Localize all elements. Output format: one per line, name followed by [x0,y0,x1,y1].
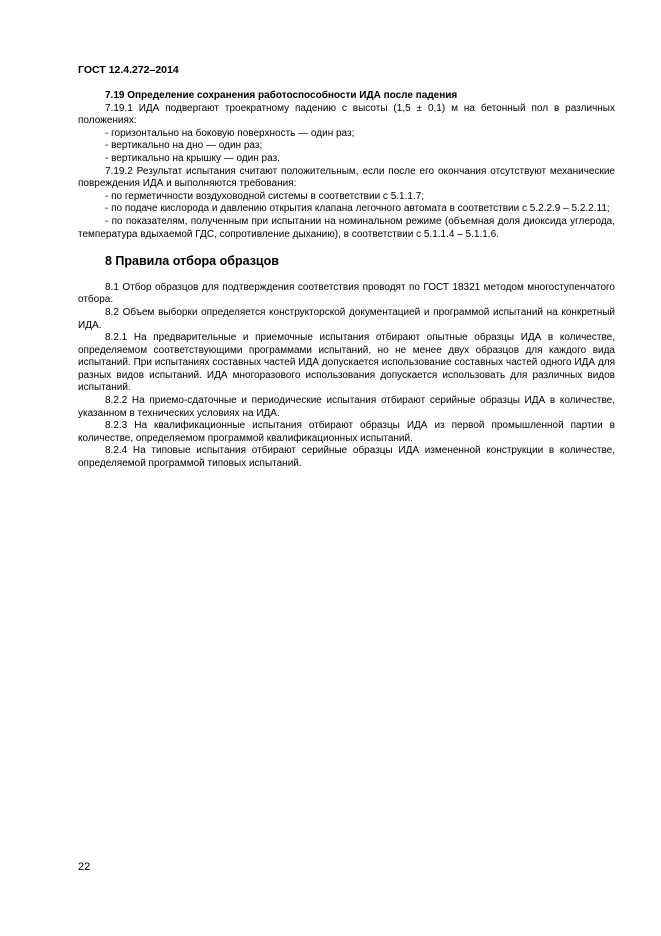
list-item: - вертикально на дно — один раз; [105,140,263,152]
page-number: 22 [78,861,91,873]
page-body [78,90,615,471]
paragraph-8-2-1: 8.2.1 На предварительные и приемочные испытания отбирают опытные образцы ИДА в количестве, определяемом соответствующими программами испытаний, но не менее двух образцов для каждого вида испытаний. При испытаниях составных частей ИДА допускается использование составных частей одного ИДА для разных видов испытаний. ИДА многоразового использования допускается использовать для различных видов испытаний. [78,332,615,394]
paragraph-8-2-4: 8.2.4 На типовые испытания отбирают серийные образцы ИДА измененной конструкции в количестве, определяемой программой типовых испытаний. [78,445,615,470]
list-item: - вертикально на крышку — один раз. [105,152,280,164]
paragraph-8-1: 8.1 Отбор образцов для подтверждения соответствия проводят по ГОСТ 18321 методом многоступенчатого отбора. [78,281,615,306]
paragraph-8-2: 8.2 Объем выборки определяется конструкторской документацией и программой испытаний на конкретный ИДА. [78,306,615,331]
paragraph-8-2-2: 8.2.2 На приемо-сдаточные и периодические испытания отбирают серийные образцы ИДА в количестве, указанном в технических условиях на ИДА. [78,395,615,419]
list-item: - горизонтально на боковую поверхность — один раз; [105,127,355,139]
list-item: - по показателям, полученным при испытании на номинальном режиме (объемная доля диоксида углерода, температура вдыхаемой ГДС, сопротивление дыханию), в соответствии с 5.1.1.4 – 5.1.1.6. [78,215,615,240]
paragraph-7-19-2: 7.19.2 Результат испытания считают положительным, если после его окончания отсутствуют механические повреждения ИДА и выполняются требования: [78,165,615,190]
document-id: ГОСТ 12.4.272–2014 [78,64,179,76]
section-title-8: 8 Правила отбора образцов [105,254,279,269]
list-item: - по герметичности воздуховодной системы в соответствии с 5.1.1.7; [105,190,425,202]
paragraph-7-19-1: 7.19.1 ИДА подвергают троекратному падению с высоты (1,5 ± 0,1) м на бетонный пол в различных положениях: [78,102,615,127]
paragraph-8-2-3: 8.2.3 На квалификационные испытания отбирают образцы ИДА из первой промышленной партии в количестве, определяемом программой квалификационных испытаний. [78,420,615,444]
subsection-title-7-19: 7.19 Определение сохранения работоспособности ИДА после падения [105,90,458,101]
list-item: - по подаче кислорода и давлению открытия клапана легочного автомата в соответствии с 5.2.2.9 – 5.2.2.11; [105,203,610,215]
